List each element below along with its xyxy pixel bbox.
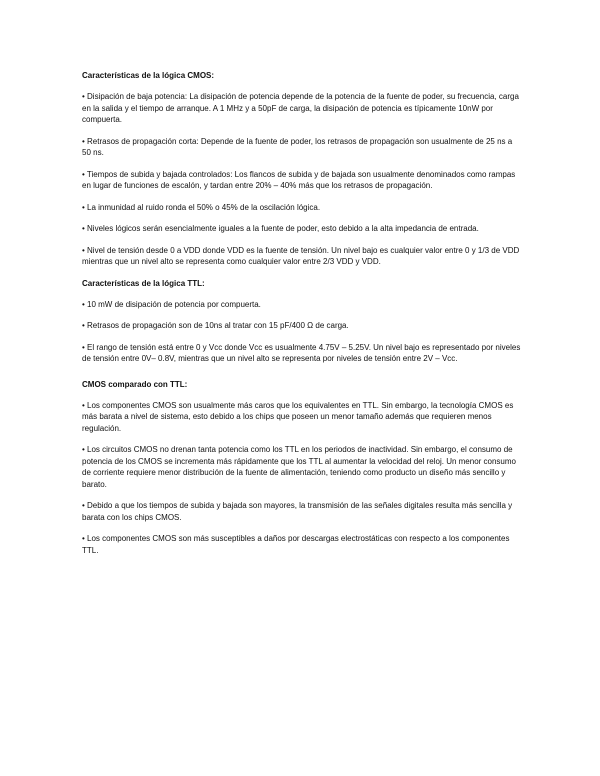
paragraph: • Retrasos de propagación son de 10ns al tratar con 15 pF/400 Ω de carga. [82, 321, 349, 330]
paragraph: • Tiempos de subida y bajada controlados: Los flancos de subida y de bajada son usualmente denominados como rampas en lugar de funciones de escalón, y tardan entre 20% – 40% más que los retrasos de propagación. [82, 169, 516, 190]
paragraph: • 10 mW de disipación de potencia por compuerta. [82, 299, 261, 309]
paragraph: • La inmunidad al ruido ronda el 50% o 45% de la oscilación lógica. [82, 202, 321, 212]
paragraph: • El rango de tensión está entre 0 y Vcc donde Vcc es usualmente 4.75V – 5.25V. Un nivel bajo es representado por niveles de tensión entre 0V– 0.8V, mientras que un nivel alto se representa por niveles de tensión entre 2V – Vcc. [82, 342, 521, 363]
paragraph: • Niveles lógicos serán esencialmente iguales a la fuente de poder, esto debido a la alta impedancia de entrada. [82, 224, 479, 233]
section-cmos-characteristics [82, 70, 522, 268]
paragraph: • Debido a que los tiempos de subida y bajada son mayores, la transmisión de las señales digitales resulta más sencilla y barata con los chips CMOS. [82, 501, 513, 522]
document-page [82, 70, 522, 566]
paragraph: • Disipación de baja potencia: La disipación de potencia depende de la potencia de la fuente de poder, su frecuencia, carga en la salida y el tiempo de arranque. A 1 MHz y a 50pF de carga, la disipación de potencia es típicamente 10nW por compuerta. [82, 92, 519, 124]
paragraph: • Retrasos de propagación corta: Depende de la fuente de poder, los retrasos de propagación son usualmente de 25 ns a 50 ns. [82, 136, 513, 157]
section-heading: Características de la lógica TTL: [82, 278, 205, 288]
paragraph: • Los componentes CMOS son más susceptibles a daños por descargas electrostáticas con respecto a los componentes TTL. [82, 534, 510, 555]
section-cmos-vs-ttl [82, 379, 522, 557]
section-heading: CMOS comparado con TTL: [82, 379, 188, 389]
paragraph: • Los componentes CMOS son usualmente más caros que los equivalentes en TTL. Sin embargo, la tecnología CMOS es más barata a nivel de sistema, esto debido a los chips que poseen un menor tamaño además que requieren menos regulación. [82, 400, 514, 433]
paragraph: • Nivel de tensión desde 0 a VDD donde VDD es la fuente de tensión. Un nivel bajo es cualquier valor entre 0 y 1/3 de VDD mientras que un nivel alto se representa como cualquier valor entre 2/3 VDD y VDD. [82, 245, 520, 266]
paragraph: • Los circuitos CMOS no drenan tanta potencia como los TTL en los periodos de inactividad. Sin embargo, el consumo de potencia de los CMOS se incrementa más rápidamente que los TTL al aumentar la velocidad del reloj. Un menor consumo de corriente requiere menor distribución de la fuente de alimentación, teniendo como producto un diseño más sencillo y barato. [82, 445, 516, 489]
section-heading: Características de la lógica CMOS: [82, 71, 215, 80]
section-ttl-characteristics [82, 278, 522, 365]
